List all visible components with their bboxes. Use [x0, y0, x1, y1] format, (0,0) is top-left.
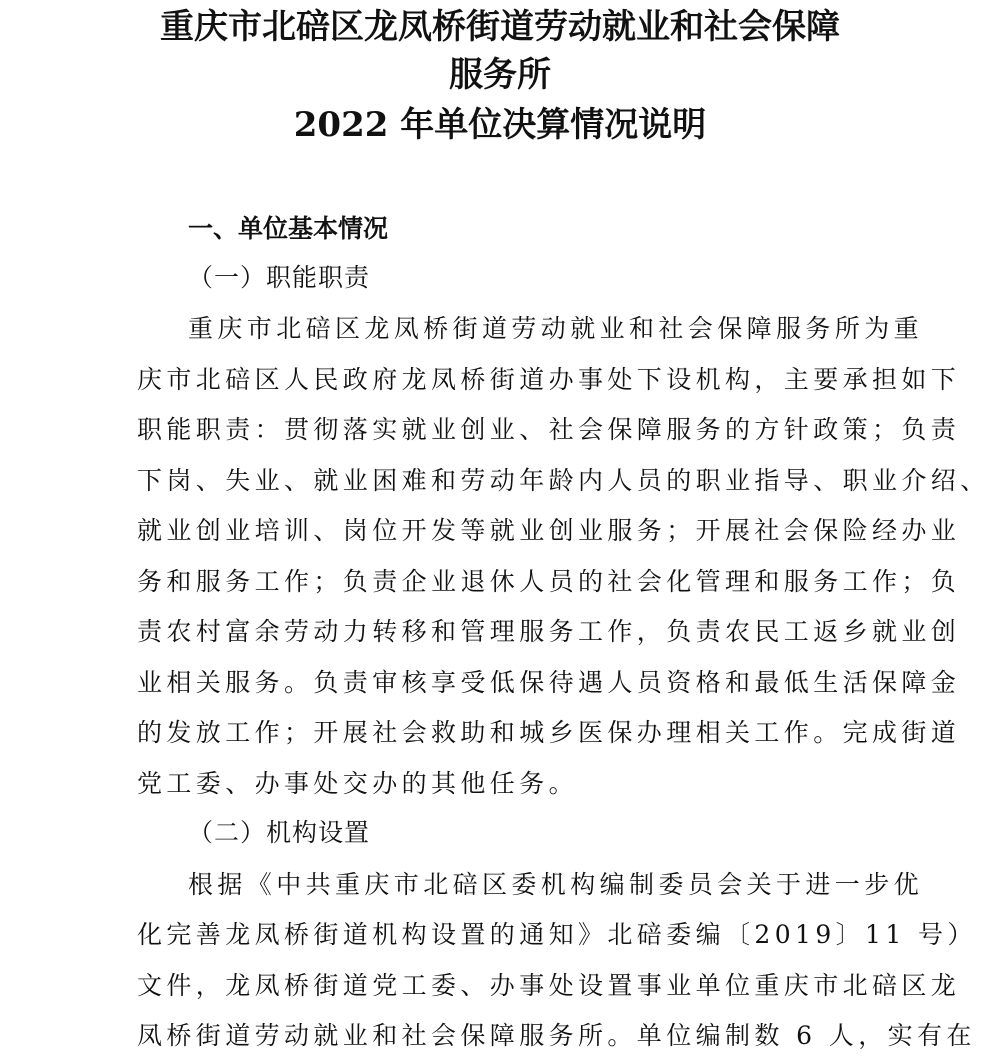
paragraph-line: 文件，龙凤桥街道党工委、办事处设置事业单位重庆市北碚区龙 — [137, 971, 961, 1000]
paragraph-line: 重庆市北碚区龙凤桥街道劳动就业和社会保障服务所为重 — [188, 314, 924, 343]
document-title-line-3: 2022 年单位决算情况说明 — [293, 105, 707, 145]
paragraph-line: 下岗、失业、就业困难和劳动年龄内人员的职业指导、职业介绍、 — [137, 466, 990, 495]
paragraph-line: 化完善龙凤桥街道机构设置的通知》北碚委编〔2019〕11 号） — [137, 920, 977, 949]
paragraph-line: 根据《中共重庆市北碚区委机构编制委员会关于进一步优 — [188, 870, 924, 899]
paragraph-line: 的发放工作；开展社会救助和城乡医保办理相关工作。完成街道 — [137, 718, 961, 747]
paragraph-line: 就业创业培训、岗位开发等就业创业服务；开展社会保险经办业 — [137, 516, 961, 545]
subsection-heading-functions: （一）职能职责 — [188, 263, 371, 292]
paragraph-line: 庆市北碚区人民政府龙凤桥街道办事处下设机构，主要承担如下 — [137, 365, 961, 394]
paragraph-line: 务和服务工作；负责企业退休人员的社会化管理和服务工作；负 — [137, 567, 961, 596]
subsection-heading-organization: （二）机构设置 — [188, 818, 371, 847]
paragraph-line: 凤桥街道劳动就业和社会保障服务所。单位编制数 6 人，实有在 — [137, 1021, 976, 1050]
section-heading-basic-info: 一、单位基本情况 — [188, 214, 389, 243]
paragraph-line: 责农村富余劳动力转移和管理服务工作，负责农民工返乡就业创 — [137, 617, 961, 646]
document-title-line-2: 服务所 — [449, 55, 551, 95]
paragraph-line: 业相关服务。负责审核享受低保待遇人员资格和最低生活保障金 — [137, 668, 961, 697]
document-title-line-1: 重庆市北碚区龙凤桥街道劳动就业和社会保障 — [160, 7, 840, 47]
paragraph-line: 职能职责：贯彻落实就业创业、社会保障服务的方针政策；负责 — [137, 415, 961, 444]
paragraph-line: 党工委、办事处交办的其他任务。 — [137, 769, 579, 798]
